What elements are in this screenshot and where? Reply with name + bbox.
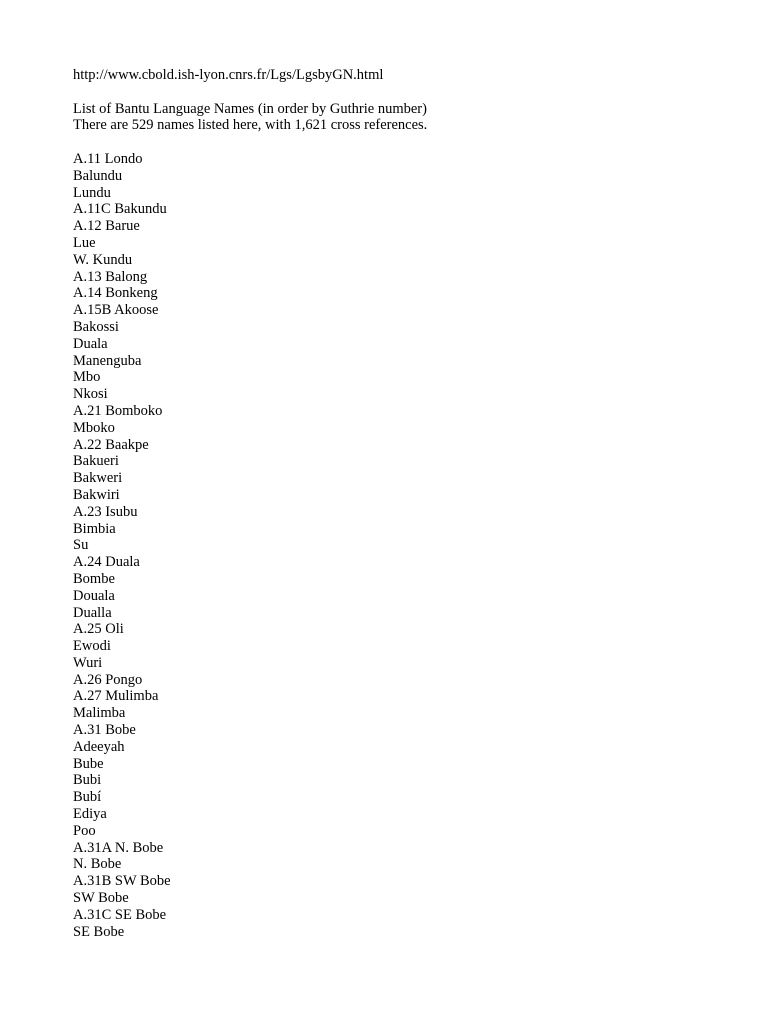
language-entry: A.15B Akoose (73, 302, 159, 319)
language-entry: Bakossi (73, 318, 119, 335)
language-entry: Dualla (73, 604, 112, 621)
language-entry: A.11C Bakundu (73, 201, 167, 218)
document-page (73, 67, 733, 940)
language-entry: A.31A N. Bobe (73, 839, 164, 856)
language-entry: SW Bobe (73, 890, 129, 907)
language-entry: Bakwiri (73, 486, 120, 503)
language-entry: A.31 Bobe (73, 722, 136, 739)
language-entry: N. Bobe (73, 856, 122, 873)
language-entry: Bimbia (73, 520, 116, 537)
language-entry: Lundu (73, 184, 111, 201)
source-url-line (73, 67, 733, 84)
language-entry: Balundu (73, 167, 123, 184)
language-entry: Manenguba (73, 352, 142, 369)
language-entry: A.22 Baakpe (73, 436, 149, 453)
language-entry: Bube (73, 755, 104, 772)
language-entry: Bakweri (73, 470, 123, 487)
language-entry: Su (73, 537, 89, 554)
language-entry: Bubí (73, 789, 102, 806)
document-heading: List of Bantu Language Names (in order by Guthrie number) (73, 100, 427, 117)
language-entry: Bakueri (73, 453, 119, 470)
language-entry: A.31B SW Bobe (73, 873, 171, 890)
language-entry: A.25 Oli (73, 621, 124, 638)
document-summary: There are 529 names listed here, with 1,621 cross references. (73, 117, 428, 134)
spacer (73, 84, 733, 101)
language-entry: Mboko (73, 419, 115, 436)
language-entry: A.14 Bonkeng (73, 285, 158, 302)
language-entry: Wuri (73, 654, 103, 671)
source-url[interactable]: http://www.cbold.ish-lyon.cnrs.fr/Lgs/LgsbyGN.html (73, 67, 384, 83)
language-entry: A.31C SE Bobe (73, 906, 167, 923)
language-entry: Douala (73, 587, 115, 604)
language-entry: Bubi (73, 772, 102, 789)
language-entry: A.12 Barue (73, 218, 140, 235)
language-name-list (73, 151, 733, 940)
language-entry: A.23 Isubu (73, 503, 138, 520)
language-entry: Ewodi (73, 638, 111, 655)
language-entry: Poo (73, 822, 96, 839)
language-entry: A.27 Mulimba (73, 688, 159, 705)
language-entry: Mbo (73, 369, 101, 386)
language-entry: A.21 Bomboko (73, 402, 163, 419)
language-entry: Bombe (73, 570, 115, 587)
language-entry: A.24 Duala (73, 554, 140, 571)
language-entry: A.26 Pongo (73, 671, 143, 688)
language-entry: W. Kundu (73, 251, 133, 268)
language-entry: Nkosi (73, 386, 108, 403)
spacer (73, 134, 733, 151)
language-entry: A.11 Londo (73, 150, 143, 167)
language-entry: Malimba (73, 705, 126, 722)
language-entry: A.13 Balong (73, 268, 148, 285)
language-entry: SE Bobe (73, 923, 125, 940)
language-entry: Adeeyah (73, 738, 125, 755)
language-entry: Duala (73, 335, 108, 352)
language-entry: Lue (73, 234, 96, 251)
language-entry: Ediya (73, 806, 107, 823)
